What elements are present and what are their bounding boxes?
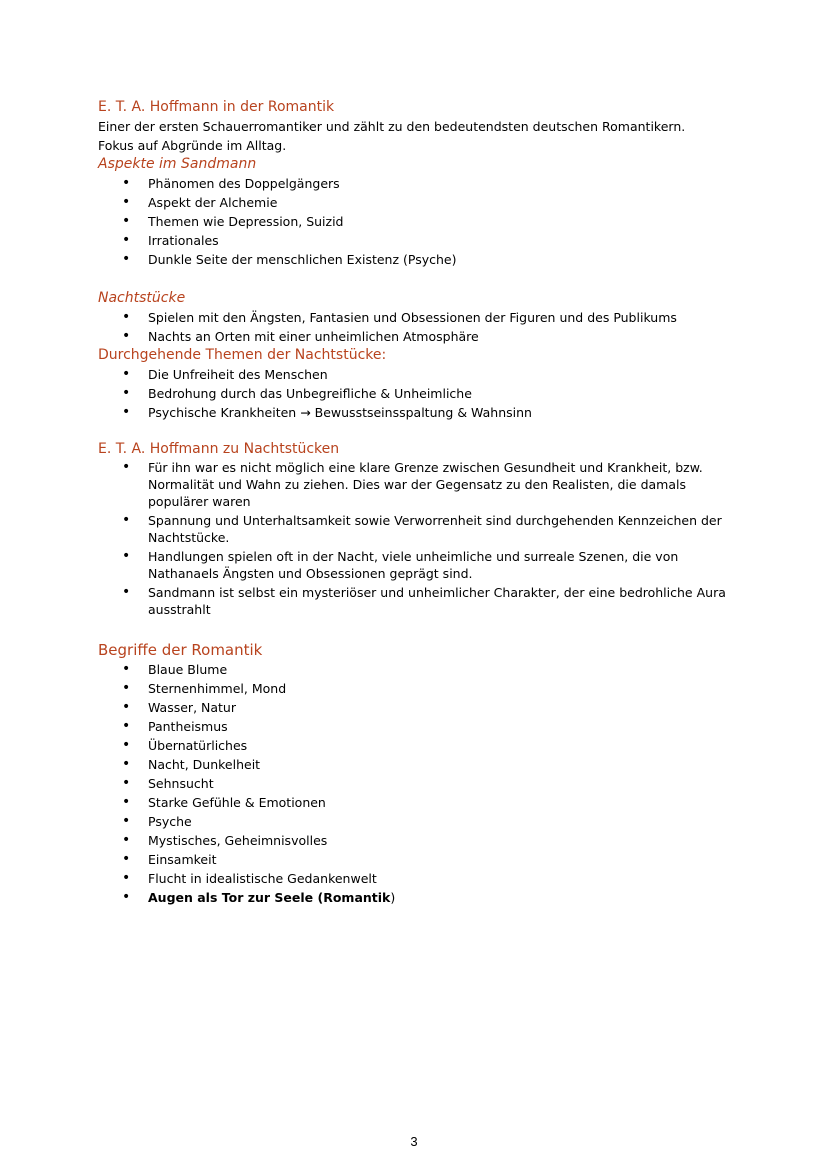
list-item: • Sandmann ist selbst ein mysteriöser und unheimlicher Charakter, der eine bedrohliche Aura ausstrahlt	[98, 584, 738, 618]
list-item: • Spielen mit den Ängsten, Fantasien und Obsessionen der Figuren und des Publikums	[98, 308, 738, 327]
list-item: • Die Unfreiheit des Menschen	[98, 365, 738, 384]
subtitle-durchgehende-themen: Durchgehende Themen der Nachtstücke:	[98, 347, 387, 363]
list-item: • Pantheismus	[98, 717, 738, 736]
list-item: • Flucht in idealistische Gedankenwelt	[98, 869, 738, 888]
list-item: • Nachts an Orten mit einer unheimlichen Atmosphäre	[98, 327, 738, 346]
section-title-hoffmann-nachtstuecke: E. T. A. Hoffmann zu Nachtstücken	[98, 441, 340, 457]
list-item: • Einsamkeit	[98, 850, 738, 869]
list-item: • Wasser, Natur	[98, 698, 738, 717]
hoffmann-nachtstuecke-list	[98, 459, 738, 618]
list-item: • Themen wie Depression, Suizid	[98, 212, 738, 231]
list-item: • Nacht, Dunkelheit	[98, 755, 738, 774]
list-item: • Psyche	[98, 812, 738, 831]
themen-list	[98, 365, 738, 422]
item-tail: )	[390, 890, 396, 905]
list-item: • Für ihn war es nicht möglich eine klare Grenze zwischen Gesundheit und Krankheit, bzw. Normalität und Wahn zu ziehen. Dies war der Gegensatz zu den Realisten, die damals populärer waren	[98, 459, 738, 510]
list-item: • Psychische Krankheiten → Bewusstseinsspaltung & Wahnsinn	[98, 403, 738, 422]
list-item: • Phänomen des Doppelgängers	[98, 174, 738, 193]
nachtstuecke-list	[98, 308, 738, 346]
bold-text: Augen als Tor zur Seele (Romantik	[148, 890, 391, 905]
document-page	[98, 98, 738, 907]
list-item: • Starke Gefühle & Emotionen	[98, 793, 738, 812]
intro-line-1: Einer der ersten Schauerromantiker und zählt zu den bedeutendsten deutschen Romantikern.	[98, 119, 686, 134]
begriffe-list	[98, 660, 738, 907]
list-item: • Handlungen spielen oft in der Nacht, viele unheimliche und surreale Szenen, die von Nathanaels Ängsten und Obsessionen geprägt sind.	[98, 548, 738, 582]
list-item-bold	[98, 888, 738, 907]
list-item: • Sternenhimmel, Mond	[98, 679, 738, 698]
list-item: • Blaue Blume	[98, 660, 738, 679]
intro-line-2: Fokus auf Abgründe im Alltag.	[98, 138, 287, 153]
list-item: • Spannung und Unterhaltsamkeit sowie Verworrenheit sind durchgehenden Kennzeichen der Nachtstücke.	[98, 512, 738, 546]
list-item: • Sehnsucht	[98, 774, 738, 793]
list-item: • Bedrohung durch das Unbegreifliche & Unheimliche	[98, 384, 738, 403]
list-item: • Mystisches, Geheimnisvolles	[98, 831, 738, 850]
subtitle-aspekte-sandmann: Aspekte im Sandmann	[98, 156, 257, 172]
section-title-hoffmann-romantik: E. T. A. Hoffmann in der Romantik	[98, 99, 335, 115]
list-item: • Dunkle Seite der menschlichen Existenz (Psyche)	[98, 250, 738, 269]
list-item: • Übernatürliches	[98, 736, 738, 755]
section-title-nachtstuecke: Nachtstücke	[98, 290, 186, 306]
list-item: • Irrationales	[98, 231, 738, 250]
page-number: 3	[410, 1134, 418, 1149]
aspekte-list	[98, 174, 738, 269]
list-item: • Aspekt der Alchemie	[98, 193, 738, 212]
section-title-begriffe-romantik: Begriffe der Romantik	[98, 641, 263, 659]
